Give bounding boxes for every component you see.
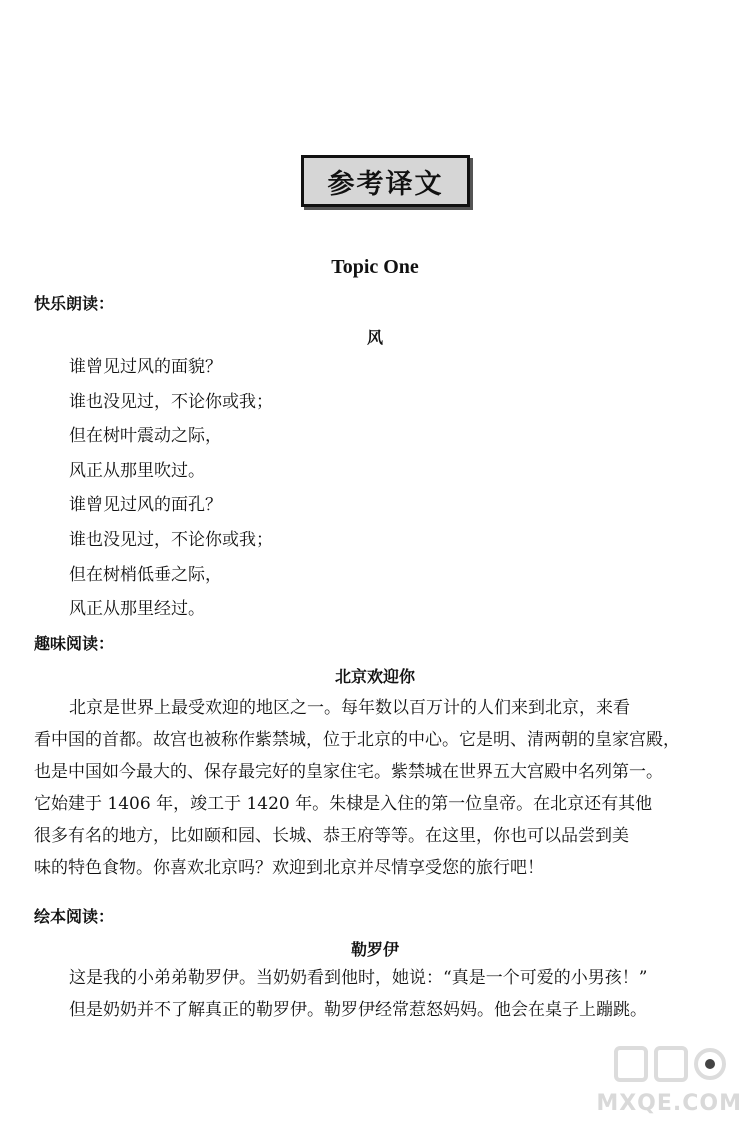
poem-line: 但在树梢低垂之际， — [69, 564, 222, 585]
article-line: 看中国的首都。故宫也被称作紫禁城，位于北京的中心。它是明、清两朝的皇家宫殿， — [34, 730, 680, 750]
section-label-fun-reading: 趣味阅读： — [34, 634, 115, 653]
poem-line: 谁曾见过风的面貌？ — [69, 357, 222, 377]
section-label-happy-reading: 快乐朗读： — [34, 294, 115, 313]
watermark-logo-icon — [612, 1042, 732, 1086]
story-line: 这是我的小弟弟勒罗伊。当奶奶看到他时，她说：“真是一个可爱的小男孩！” — [69, 968, 648, 988]
poem-line: 风正从那里吹过。 — [69, 460, 205, 481]
story-line: 但是奶奶并不了解真正的勒罗伊。勒罗伊经常惹怒妈妈。他会在桌子上蹦跳。 — [69, 1000, 647, 1020]
topic-heading: Topic One — [331, 256, 419, 278]
article-line: 它始建于 1406 年，竣工于 1420 年。朱棣是入住的第一位皇帝。在北京还有其他 — [34, 794, 653, 814]
poem-line: 谁曾见过风的面孔？ — [69, 495, 222, 516]
watermark — [598, 1040, 748, 1120]
page-title-box — [301, 155, 470, 207]
article-title: 北京欢迎你 — [334, 667, 415, 686]
watermark-text: MXQE.COM — [596, 1091, 742, 1116]
section-label-picture-book: 绘本阅读： — [34, 907, 115, 926]
page-title: 参考译文 — [327, 168, 444, 200]
article-line: 北京是世界上最受欢迎的地区之一。每年数以百万计的人们来到北京，来看 — [69, 698, 630, 718]
article-line: 味的特色食物。你喜欢北京吗？欢迎到北京并尽情享受您的旅行吧！ — [34, 858, 544, 878]
article-line: 也是中国如今最大的、保存最完好的皇家住宅。紫禁城在世界五大宫殿中名列第一。 — [34, 762, 663, 782]
poem — [69, 356, 273, 633]
poem-title: 风 — [366, 328, 383, 347]
poem-line: 谁也没见过，不论你或我； — [69, 391, 273, 412]
poem-line: 谁也没见过，不论你或我； — [69, 529, 273, 550]
story-body — [34, 962, 647, 1026]
story-title: 勒罗伊 — [350, 940, 399, 959]
poem-line: 风正从那里经过。 — [69, 599, 205, 620]
article-line: 很多有名的地方，比如颐和园、长城、恭王府等等。在这里，你也可以品尝到美 — [34, 826, 629, 846]
poem-line: 但在树叶震动之际， — [69, 426, 222, 447]
article-body — [34, 692, 680, 884]
